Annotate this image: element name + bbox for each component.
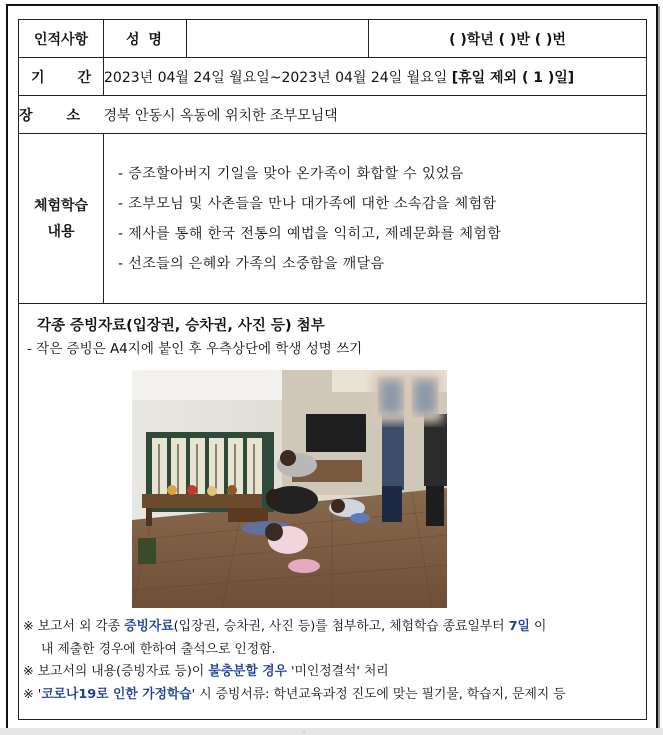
content-label-line1: 체험학습	[33, 197, 89, 214]
content-item: - 선조들의 은혜와 가족의 소중함을 깨달음	[118, 255, 385, 272]
place-row	[19, 96, 647, 134]
period-field[interactable]	[104, 58, 647, 96]
name-field[interactable]	[187, 20, 369, 58]
content-item: - 증조할아버지 기일을 맞아 온가족이 화합할 수 있었음	[118, 165, 464, 182]
personal-info-row	[19, 20, 647, 58]
period-value: 2023년 04월 24일 월요일~2023년 04월 24일 월요일	[104, 69, 448, 86]
evidence-cell	[19, 304, 647, 720]
note-1	[23, 616, 643, 639]
grade-class-number-field[interactable]: ( )학년 ( )반 ( )번	[369, 20, 647, 58]
content-label-line2: 내용	[47, 223, 75, 240]
evidence-title: 각종 증빙자료(입장권, 승차권, 사진 등) 첨부	[37, 318, 325, 334]
note-2-text: ※ 보고서의 내용(증빙자료 등)이	[23, 664, 209, 679]
note-3-home-learning: 코로나19로 인한 가정학습	[41, 686, 192, 702]
period-row	[19, 58, 647, 96]
evidence-row	[19, 304, 647, 720]
name-label: 성 명	[104, 20, 187, 58]
note-3-text: ※ '	[23, 686, 42, 702]
note-1-text-2: (입장권, 승차권, 사진 등)를 첨부하고, 체험학습 종료일부터	[173, 619, 509, 634]
content-item: - 제사를 통해 한국 전통의 예법을 익히고, 제례문화를 체험함	[118, 225, 502, 242]
content-item: - 조부모님 및 사촌들을 만나 대가족에 대한 소속감을 체험함	[118, 195, 497, 212]
place-label: 장 소	[19, 107, 81, 124]
note-3-text-2: ' 시 증빙서류: 학년교육과정 진도에 맞는 필기물, 학습지, 문제지 등	[191, 686, 566, 702]
note-3	[23, 684, 643, 707]
page-bottom-bar	[0, 728, 663, 735]
notes-area	[23, 616, 643, 706]
note-2-insufficient: 불충분할 경우	[208, 664, 287, 679]
note-2	[23, 661, 643, 684]
content-list	[104, 159, 646, 279]
evidence-photo	[132, 370, 447, 608]
personal-info-label: 인적사항	[19, 20, 104, 58]
evidence-area	[19, 304, 646, 719]
note-1-deadline: 7일	[508, 619, 530, 634]
ancestral-rite-photo	[132, 370, 447, 608]
place-value: 경북 안동시 옥동에 위치한 조부모님댁	[103, 107, 338, 124]
place-field[interactable]	[19, 96, 647, 134]
note-1-evidence: 증빙자료	[124, 619, 174, 634]
evidence-subtitle: - 작은 증빙은 A4지에 붙인 후 우측상단에 학생 성명 쓰기	[27, 341, 363, 357]
note-1-text: ※ 보고서 외 각종	[23, 619, 125, 634]
content-label	[19, 134, 104, 304]
content-row	[19, 134, 647, 304]
note-1-line2: 내 제출한 경우에 한하여 출석으로 인정함.	[41, 641, 276, 657]
field-trip-report-table	[18, 19, 647, 720]
page-mark: -	[303, 728, 306, 735]
content-field[interactable]	[104, 134, 647, 304]
note-2-text-2: '미인정결석' 처리	[286, 664, 389, 679]
period-label: 기 간	[19, 58, 104, 96]
note-1-text-3: 이	[529, 619, 547, 634]
period-days: [휴일 제외 ( 1 )일]	[451, 69, 575, 86]
